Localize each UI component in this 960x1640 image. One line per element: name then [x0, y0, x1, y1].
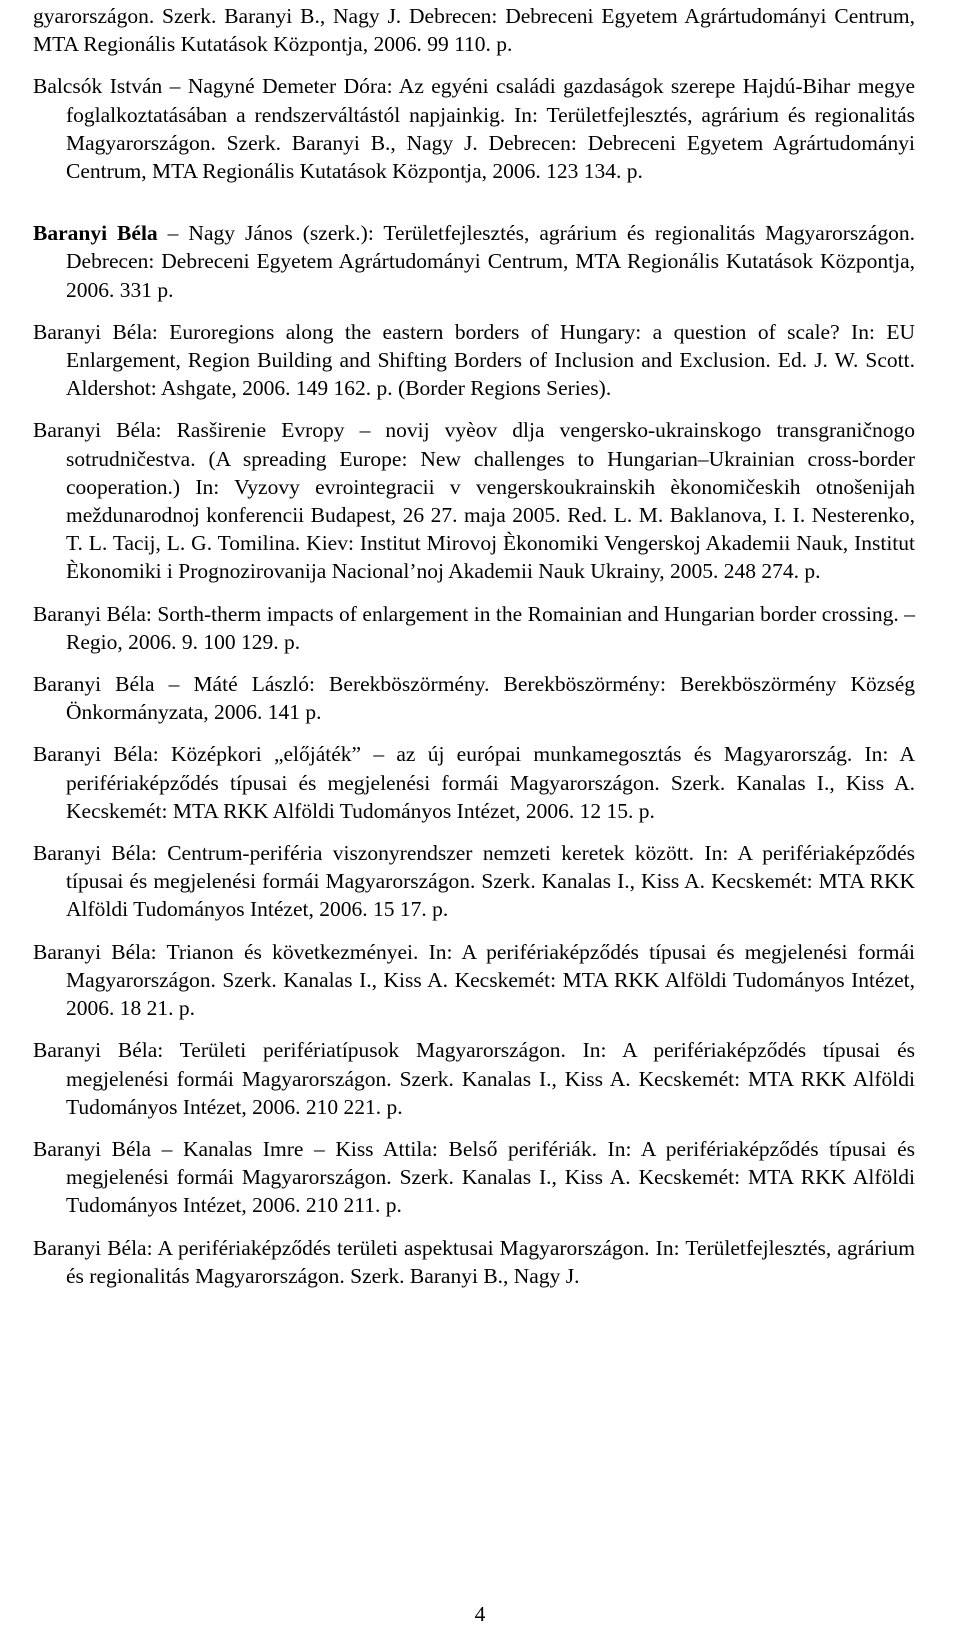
entry-text: – Nagy János (szerk.): Területfejlesztés, agrárium és regionalitás Magyarországon. Debrecen: Debreceni Egyetem Agrártudományi Centrum, MTA Regionális Kutatások Központja, 2006. 331 p.	[66, 221, 915, 302]
bibliography-entry	[33, 2, 915, 58]
section-gap	[33, 199, 915, 219]
bibliography-entry	[33, 219, 915, 304]
entry-text: Balcsók István – Nagyné Demeter Dóra: Az egyéni családi gazdaságok szerepe Hajdú-Bihar megye foglalkoztatásában a rendszerváltástól napjainkig. In: Területfejlesztés, agrárium és regionalitás Magyarországon. Szerk. Baranyi B., Nagy J. Debrecen: Debreceni Egyetem Agrártudományi Centrum, MTA Regionális Kutatások Központja, 2006. 123 134. p.	[33, 74, 915, 184]
bibliography-entry	[33, 1135, 915, 1220]
entry-text: Baranyi Béla: Sorth-therm impacts of enlargement in the Romainian and Hungarian border crossing. – Regio, 2006. 9. 100 129. p.	[33, 601, 915, 654]
entry-text: Baranyi Béla: Rasširenie Evropy – novij vyèov dlja vengersko-ukrainskogo transgraničnogo sotrudničestva. (A spreading Europe: New challenges to Hungarian–Ukrainian cross-border cooperation.) In: Vyzovy evrointegracii v vengerskoukrainskih èkonomičeskih otnošenijah meždunarodnoj konferencii Budapest, 26 27. maja 2005. Red. L. M. Baklanova, I. I. Nesterenko, T. L. Tacij, L. G. Tomilina. Kiev: Institut Mirovoj Èkonomiki Vengerskoj Akademii Nauk, Institut Èkonomiki i Prognozirovanija Nacional’noj Akademii Nauk Ukrainy, 2005. 248 274. p.	[33, 418, 915, 584]
entry-text: Baranyi Béla – Kanalas Imre – Kiss Attila: Belső perifériák. In: A perifériaképződés típusai és megjelenési formái Magyarországon. Szerk. Kanalas I., Kiss A. Kecskemét: MTA RKK Alföldi Tudományos Intézet, 2006. 210 211. p.	[33, 1136, 915, 1218]
entry-text: Baranyi Béla – Máté László: Berekböszörmény. Berekböszörmény: Berekböszörmény Község Önkormányzata, 2006. 141 p.	[33, 672, 915, 725]
entry-author-bold: Baranyi Béla	[33, 221, 158, 246]
bibliography-entry	[33, 1234, 915, 1290]
bibliography-entry	[33, 318, 915, 403]
bibliography-entry	[33, 72, 915, 185]
bibliography-entry	[33, 1036, 915, 1121]
bibliography-entry	[33, 670, 915, 726]
bibliography-entry	[33, 600, 915, 656]
entry-text: Baranyi Béla: A perifériaképződés területi aspektusai Magyarországon. In: Területfejlesztés, agrárium és regionalitás Magyarországon. Szerk. Baranyi B., Nagy J.	[33, 1235, 915, 1288]
entry-text: Baranyi Béla: Centrum-periféria viszonyrendszer nemzeti keretek között. In: A perifériaképződés típusai és megjelenési formái Magyarországon. Szerk. Kanalas I., Kiss A. Kecskemét: MTA RKK Alföldi Tudományos Intézet, 2006. 15 17. p.	[33, 841, 915, 922]
bibliography-entry	[33, 416, 915, 585]
entry-text: gyarországon. Szerk. Baranyi B., Nagy J. Debrecen: Debreceni Egyetem Agrártudományi Centrum, MTA Regionális Kutatások Központja, 2006. 99 110. p.	[33, 4, 915, 57]
bibliography-entry	[33, 938, 915, 1023]
bibliography-entry	[33, 839, 915, 924]
bibliography-list	[33, 2, 915, 1304]
entry-text: Baranyi Béla: Trianon és következményei. In: A perifériaképződés típusai és megjelenési formái Magyarországon. Szerk. Kanalas I., Kiss A. Kecskemét: MTA RKK Alföldi Tudományos Intézet, 2006. 18 21. p.	[33, 939, 915, 1021]
entry-text: Baranyi Béla: Területi perifériatípusok Magyarországon. In: A perifériaképződés típusai és megjelenési formái Magyarországon. Szerk. Kanalas I., Kiss A. Kecskemét: MTA RKK Alföldi Tudományos Intézet, 2006. 210 221. p.	[33, 1038, 915, 1119]
page-number: 4	[474, 1602, 486, 1626]
bibliography-entry	[33, 740, 915, 825]
entry-text: Baranyi Béla: Középkori „előjáték” – az új európai munkamegosztás és Magyarország. In: A perifériaképződés típusai és megjelenési formái Magyarországon. Szerk. Kanalas I., Kiss A. Kecskemét: MTA RKK Alföldi Tudományos Intézet, 2006. 12 15. p.	[33, 742, 915, 823]
entry-text: Baranyi Béla: Euroregions along the eastern borders of Hungary: a question of scale? In: EU Enlargement, Region Building and Shifting Borders of Inclusion and Exclusion. Ed. J. W. Scott. Aldershot: Ashgate, 2006. 149 162. p. (Border Regions Series).	[33, 319, 915, 401]
